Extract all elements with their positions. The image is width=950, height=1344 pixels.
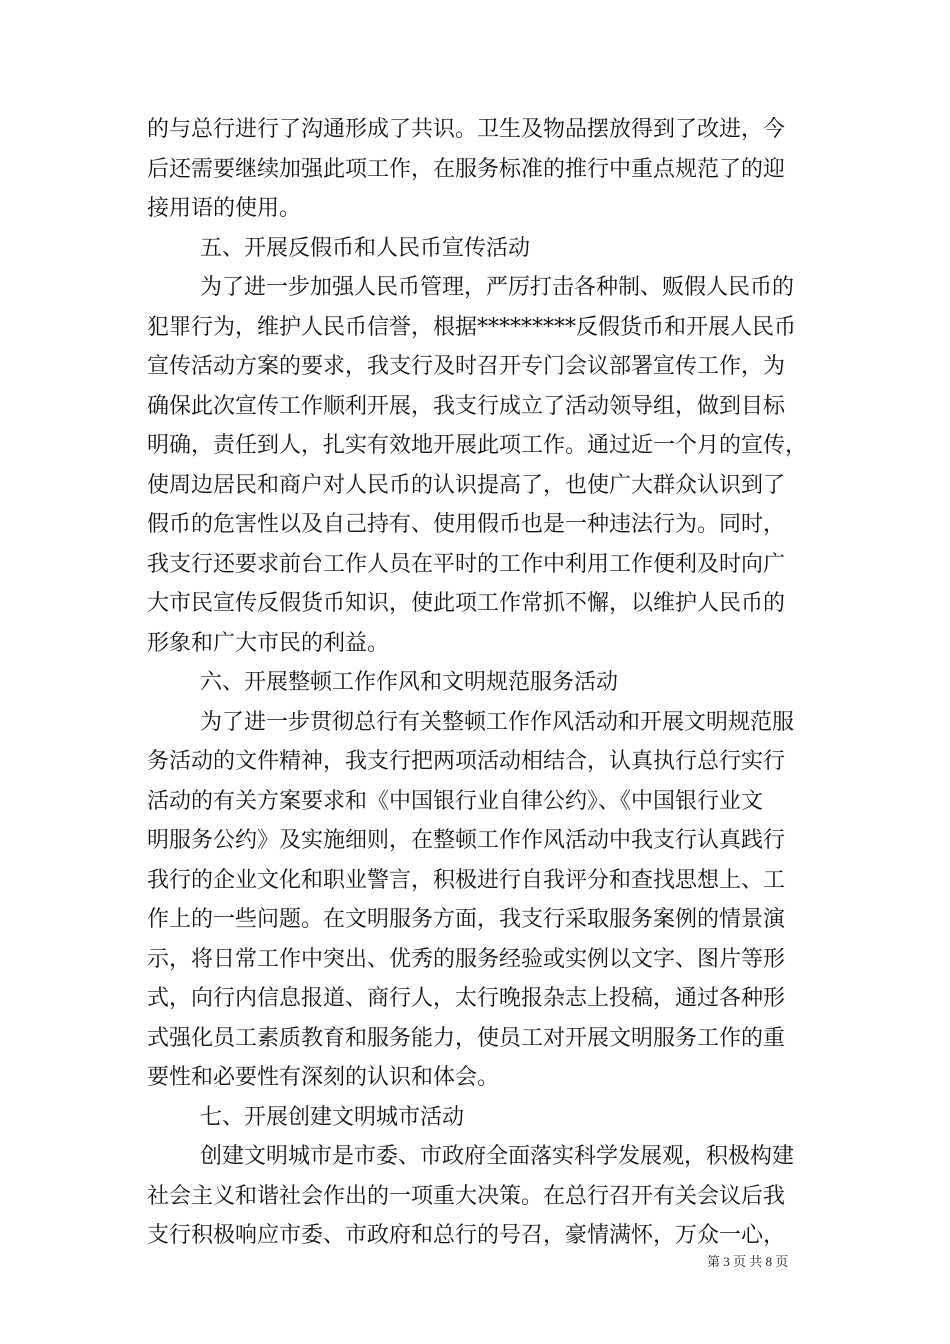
text-line: 假币的危害性以及自己持有、使用假币也是一种违法行为。同时， [147,512,786,537]
text-line: 示，将日常工作中突出、优秀的服务经验或实例以文字、图片等形 [147,946,786,972]
text-line: 六、开展整顿工作作风和文明规范服务活动 [200,670,619,695]
text-line: 要性和必要性有深刻的认识和体会。 [147,1065,500,1090]
text-line: 明服务公约》及实施细则，在整顿工作作风活动中我支行认真践行 [147,828,786,853]
text-line: 形象和广大市民的利益。 [147,630,390,656]
page-number: 第 3 页 共 8 页 [707,1254,789,1269]
text-line: 务活动的文件精神，我支行把两项活动相结合，认真执行总行实行 [147,749,786,774]
text-line: 明确，责任到人，扎实有效地开展此项工作。通过近一个月的宣传， [147,433,808,458]
text-line: 创建文明城市是市委、市政府全面落实科学发展观，积极构建 [200,1144,795,1169]
text-line: 使周边居民和商户对人民币的认识提高了，也使广大群众认识到了 [147,472,786,498]
text-line: 宣传活动方案的要求，我支行及时召开专门会议部署宣传工作，为 [147,354,786,379]
text-line: 确保此次宣传工作顺利开展，我支行成立了活动领导组，做到目标 [147,393,786,419]
text-line: 七、开展创建文明城市活动 [200,1104,465,1130]
text-line: 大市民宣传反假货币知识，使此项工作常抓不懈，以维护人民币的 [147,591,786,616]
text-line: 为了进一步加强人民币管理，严厉打击各种制、贩假人民币的 [200,275,795,300]
text-line: 后还需要继续加强此项工作，在服务标准的推行中重点规范了的迎 [147,156,786,182]
text-line: 支行积极响应市委、市政府和总行的号召，豪情满怀，万众一心， [147,1223,786,1248]
text-line: 我行的企业文化和职业警言，积极进行自我评分和查找思想上、工 [147,867,786,893]
text-line: 活动的有关方案要求和《中国银行业自律公约》、《中国银行业文 [147,788,764,814]
text-line: 为了进一步贯彻总行有关整顿工作作风活动和开展文明规范服 [200,709,795,735]
text-line: 作上的一些问题。在文明服务方面，我支行采取服务案例的情景演 [147,907,786,932]
text-line: 五、开展反假币和人民币宣传活动 [200,235,531,261]
text-line: 式强化员工素质教育和服务能力，使员工对开展文明服务工作的重 [147,1025,786,1051]
text-line: 社会主义和谐社会作出的一项重大决策。在总行召开有关会议后我 [147,1183,786,1209]
document-body [147,110,817,1256]
text-line: 式，向行内信息报道、商行人，太行晚报杂志上投稿，通过各种形 [147,986,786,1011]
text-line: 我支行还要求前台工作人员在平时的工作中利用工作便利及时向广 [147,551,786,577]
text-line: 犯罪行为，维护人民币信誉，根据*********反假货币和开展人民币 [147,314,797,340]
text-line: 的与总行进行了沟通形成了共识。卫生及物品摆放得到了改进，今 [147,117,786,142]
text-line: 接用语的使用。 [147,196,302,221]
